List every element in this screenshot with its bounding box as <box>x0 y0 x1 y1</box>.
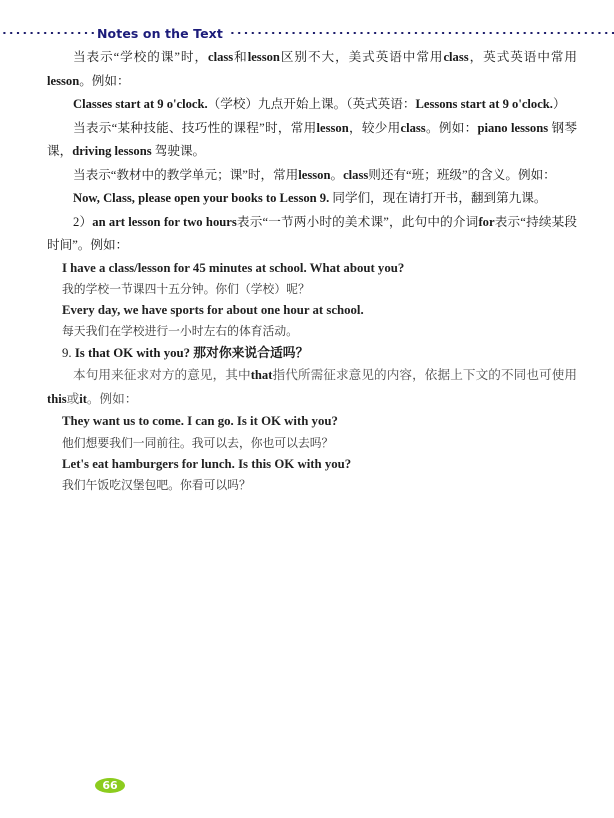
term: class <box>400 120 426 135</box>
example-en: Lessons start at 9 o'clock. <box>415 97 553 111</box>
example-en: Classes start at 9 o'clock. <box>73 97 208 111</box>
text: 钢琴课， <box>47 120 578 158</box>
item-title-en: Is that OK with you? <box>74 346 191 361</box>
term: class <box>343 167 369 182</box>
example-zh: 我的学校一节课四十五分钟。你们（学校）呢？ <box>62 281 310 296</box>
paragraph-art-lesson <box>47 211 577 258</box>
text: ） <box>552 97 566 111</box>
example-zh: 我们午饭吃汉堡包吧。你看可以吗？ <box>62 477 251 492</box>
paragraph-skill-lessons <box>47 117 577 164</box>
example-zh: （学校）九点开始上课。（英式英语： <box>207 97 416 111</box>
text: 表示“持续某段时间”。例如： <box>47 214 577 252</box>
text: 或 <box>66 391 80 406</box>
term: this <box>47 391 67 406</box>
dotted-rule-left <box>0 32 94 34</box>
text: ，英式英语中常用 <box>468 50 578 64</box>
paragraph-asking-opinion <box>47 364 577 411</box>
example-en: I have a class/lesson for 45 minutes at school. What about you? <box>62 260 405 275</box>
example-en: They want us to come. I can go. Is it OK with you? <box>62 414 338 429</box>
dotted-rule-right <box>228 32 614 34</box>
example-en: Now, Class, please open your books to Lesson 9. <box>73 191 330 205</box>
text: 则还有“班；班级”的含义。例如： <box>368 167 556 182</box>
text: ，较少用 <box>348 120 401 135</box>
example-en: Let's eat hamburgers for lunch. Is this OK with you? <box>62 456 352 471</box>
text: 当表示“某种技能、技巧性的课程”时，常用 <box>73 120 317 135</box>
example-zh: 每天我们在学校进行一小时左右的体育活动。 <box>62 324 298 339</box>
notes-body <box>47 46 577 496</box>
text: 驾驶课。 <box>151 144 206 158</box>
text: 当表示“教材中的教学单元；课”时，常用 <box>73 167 299 182</box>
example-zh: 同学们，现在请打开书，翻到第九课。 <box>329 191 547 205</box>
term: class <box>208 50 234 64</box>
text: 表示“一节两小时的美术课”，此句中的介词 <box>236 214 479 229</box>
term: lesson <box>247 50 280 64</box>
term: lesson <box>316 120 349 135</box>
text: 。例如： <box>86 391 138 406</box>
example-classes-start <box>47 93 577 117</box>
term: lesson <box>298 167 331 182</box>
item-number: 2） <box>73 214 93 229</box>
example-open-books <box>47 187 577 211</box>
item-title-zh: 那对你来说合适吗？ <box>193 346 309 361</box>
term: it <box>79 391 87 406</box>
term: that <box>250 368 273 383</box>
paragraph-class-vs-lesson <box>47 46 577 93</box>
term: lesson <box>47 73 80 88</box>
text: 。例如： <box>79 73 130 88</box>
term: piano lessons <box>477 120 549 135</box>
term: an art lesson for two hours <box>92 214 237 229</box>
page-number-badge: 66 <box>95 778 125 793</box>
text: 。 <box>330 167 344 182</box>
example-zh: 他们想要我们一同前往。我可以去，你也可以去吗？ <box>62 435 334 450</box>
term: class <box>443 50 469 64</box>
text: 和 <box>233 50 248 64</box>
paragraph-textbook-unit <box>47 164 577 188</box>
examples-ok-with-you <box>47 411 577 496</box>
section-header <box>0 24 614 42</box>
term: for <box>478 214 495 229</box>
term: driving lessons <box>72 144 152 158</box>
example-en: Every day, we have sports for about one hour at school. <box>62 302 364 317</box>
examples-duration <box>47 258 577 343</box>
text: 区别不大，美式英语中常用 <box>279 50 444 64</box>
text: 指代所需征求意见的内容，依据上下文的不同也可使用 <box>272 368 578 383</box>
text: 当表示“学校的课”时， <box>73 50 209 64</box>
text: 本句用来征求对方的意见，其中 <box>73 368 251 383</box>
text: 。例如： <box>425 120 478 135</box>
note-item-9-title <box>47 342 577 364</box>
section-title: Notes on the Text <box>97 25 223 41</box>
item-number: 9. <box>62 346 72 361</box>
